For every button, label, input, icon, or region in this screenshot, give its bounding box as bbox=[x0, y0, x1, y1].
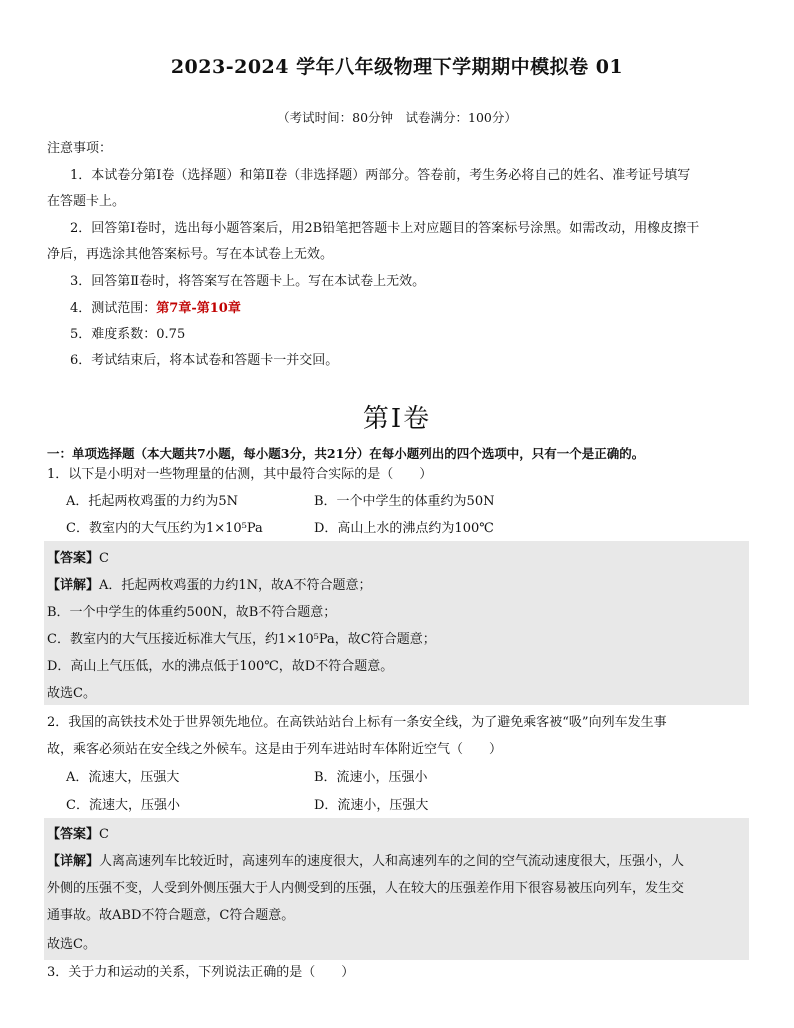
notes-heading: 注意事项： bbox=[47, 141, 113, 156]
q2-option-b: B．流速小，压强小 bbox=[314, 770, 428, 785]
note-2-line-1: 2．回答第Ⅰ卷时，选出每小题答案后，用2B铅笔把答题卡上对应题目的答案标号涂黑。如需改动，用橡皮擦干 bbox=[70, 221, 700, 236]
q2-detail-1 bbox=[47, 850, 684, 869]
q1-answer-value: C bbox=[99, 551, 109, 566]
q1-detail-4: D．高山上气压低，水的沸点低于100℃，故D不符合题意。 bbox=[47, 659, 394, 674]
note-3: 3．回答第Ⅱ卷时，将答案写在答题卡上。写在本试卷上无效。 bbox=[70, 274, 426, 289]
q2-stem-line-2: 故，乘客必须站在安全线之外候车。这是由于列车进站时车体附近空气（ ） bbox=[47, 742, 503, 757]
q1-answer-label: 【答案】 bbox=[47, 551, 100, 566]
q1-option-b: B．一个中学生的体重约为50N bbox=[314, 494, 495, 509]
q1-option-a: A．托起两枚鸡蛋的力约为5N bbox=[66, 494, 239, 509]
q2-detail-label: 【详解】 bbox=[47, 854, 100, 869]
q1-detail-label: 【详解】 bbox=[47, 578, 100, 593]
q1-answer bbox=[47, 547, 109, 566]
note-4-prefix: 4．测试范围： bbox=[70, 301, 157, 316]
note-1-line-2: 在答题卡上。 bbox=[47, 194, 126, 209]
exam-subtitle: （考试时间：80分钟 试卷满分：100分） bbox=[277, 110, 517, 125]
q1-conclusion: 故选C。 bbox=[47, 686, 96, 701]
note-4 bbox=[70, 297, 241, 316]
q2-option-c: C．流速大，压强小 bbox=[66, 798, 180, 813]
q3-stem: 3．关于力和运动的关系，下列说法正确的是（ ） bbox=[47, 965, 355, 980]
note-6: 6．考试结束后，将本试卷和答题卡一并交回。 bbox=[70, 353, 339, 368]
q2-answer bbox=[47, 823, 109, 842]
q1-stem: 1．以下是小明对一些物理量的估测，其中最符合实际的是（ ） bbox=[47, 467, 433, 482]
q1-option-c: C．教室内的大气压约为1×10⁵Pa bbox=[66, 521, 263, 536]
q1-detail-2: B．一个中学生的体重约500N，故B不符合题意； bbox=[47, 605, 337, 620]
note-4-range: 第7章-第10章 bbox=[156, 301, 241, 316]
q1-answer-block bbox=[44, 541, 749, 705]
q2-conclusion: 故选C。 bbox=[47, 937, 96, 952]
q2-detail-2: 外侧的压强不变，人受到外侧压强大于人内侧受到的压强，人在较大的压强差作用下很容易被压向列车，发生交 bbox=[47, 881, 685, 896]
q2-detail-3: 通事故。故ABD不符合题意，C符合题意。 bbox=[47, 908, 295, 923]
q2-answer-value: C bbox=[99, 827, 109, 842]
section-heading: 一：单项选择题（本大题共7小题，每小题3分，共21分）在每小题列出的四个选项中，只有一个是正确的。 bbox=[47, 446, 645, 461]
q2-option-d: D．流速小，压强大 bbox=[314, 798, 429, 813]
q1-option-d: D．高山上水的沸点约为100℃ bbox=[314, 521, 494, 536]
q2-stem-line-1: 2．我国的高铁技术处于世界领先地位。在高铁站站台上标有一条安全线，为了避免乘客被“吸”向列车发生事 bbox=[47, 715, 667, 730]
volume-title: 第Ⅰ卷 bbox=[362, 404, 432, 434]
q2-detail-1-text: 人离高速列车比较近时，高速列车的速度很大，人和高速列车的之间的空气流动速度很大，压强小，人 bbox=[99, 854, 685, 869]
note-1-line-1: 1．本试卷分第Ⅰ卷（选择题）和第Ⅱ卷（非选择题）两部分。答卷前，考生务必将自己的姓名、准考证号填写 bbox=[70, 168, 691, 183]
exam-title: 2023-2024 学年八年级物理下学期期中模拟卷 01 bbox=[170, 56, 624, 78]
q1-detail-3: C．教室内的大气压接近标准大气压，约1×10⁵Pa，故C符合题意； bbox=[47, 632, 436, 647]
q2-option-a: A．流速大，压强大 bbox=[66, 770, 180, 785]
q1-detail-1 bbox=[47, 574, 371, 593]
note-5: 5．难度系数：0.75 bbox=[70, 327, 186, 342]
q1-detail-1-text: A．托起两枚鸡蛋的力约1N，故A不符合题意； bbox=[99, 578, 372, 593]
note-2-line-2: 净后，再选涂其他答案标号。写在本试卷上无效。 bbox=[47, 247, 334, 262]
q2-answer-label: 【答案】 bbox=[47, 827, 100, 842]
